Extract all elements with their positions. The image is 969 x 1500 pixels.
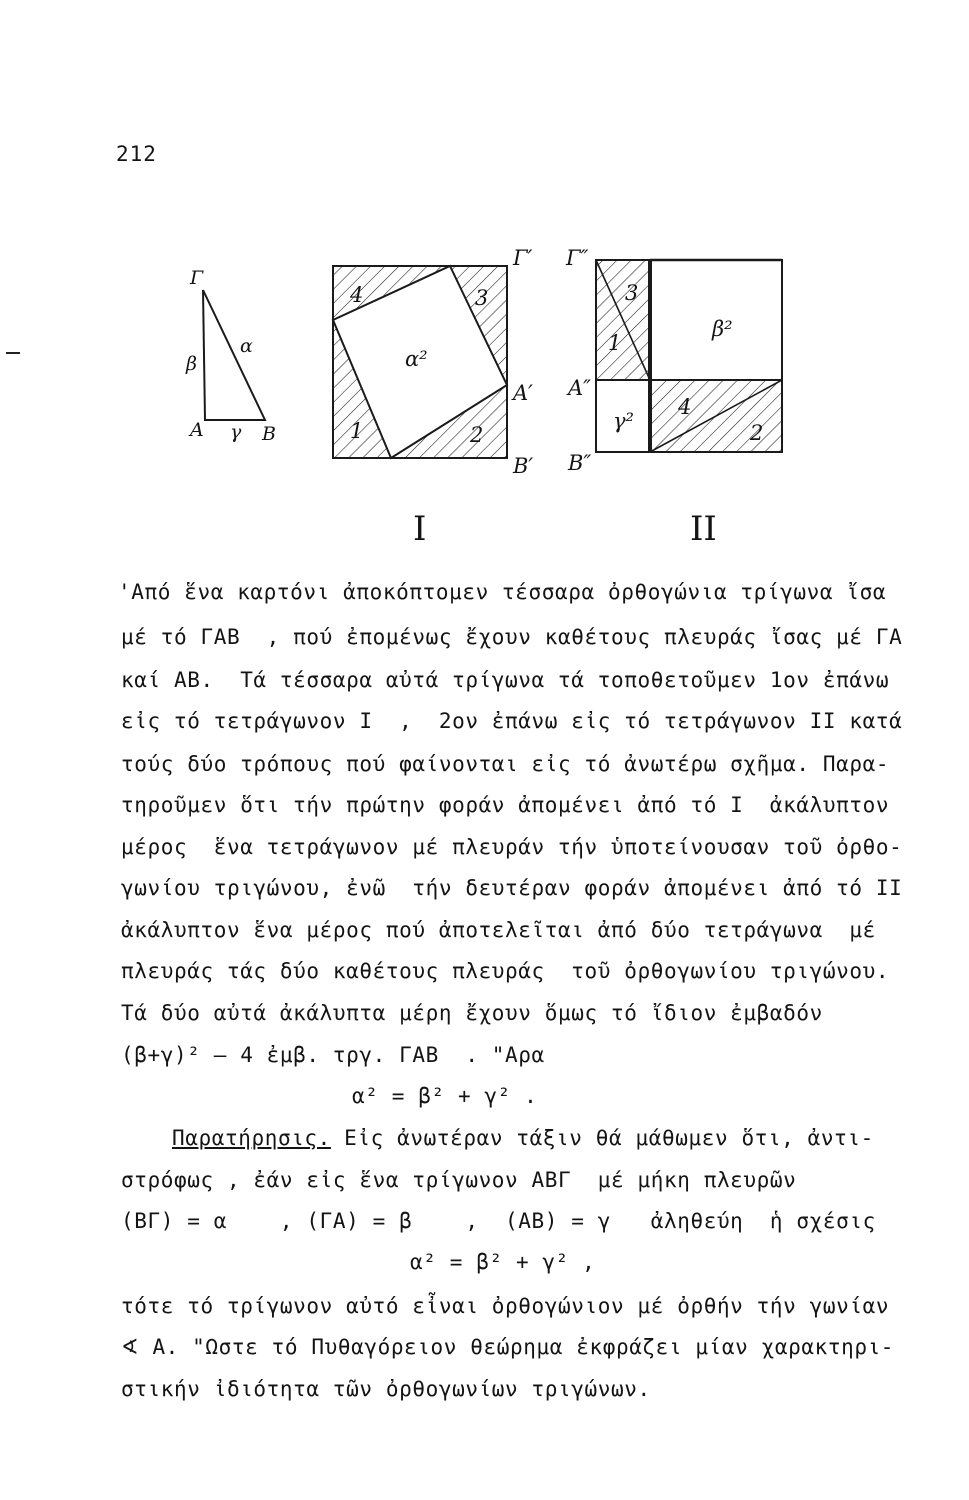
remark-line	[172, 1124, 874, 1152]
equation: α² = β² + γ² .	[352, 1084, 538, 1108]
text-line: μέρος ἕνα τετράγωνον μέ πλευράν τήν ὑποτείνουσαν τοῦ ὀρθο-	[121, 835, 903, 859]
text-line: τότε τό τρίγωνον αὐτό εἶναι ὀρθογώνιον μέ ὀρθήν τήν γωνίαν	[121, 1294, 890, 1318]
square-one-piece-3: 3	[475, 286, 489, 310]
square-one-piece-4: 4	[350, 283, 364, 307]
text-line: εἰς τό τετράγωνον Ι , 2ον ἐπάνω εἰς τό τετράγωνον ΙΙ κατά	[121, 709, 903, 733]
text-line: πλευράς τάς δύο καθέτους πλευράς τοῦ ὀρθογωνίου τριγώνου.	[121, 959, 890, 983]
triangle-vertex-top: Γ	[190, 267, 204, 289]
text-line: μέ τό ΓΑΒ , πού ἐπομένως ἔχουν καθέτους πλευράς ἴσας μέ ΓΑ	[121, 625, 903, 649]
triangle-vertex-b: Β	[262, 423, 276, 445]
text-line: (ΒΓ) = α , (ΓΑ) = β , (ΑΒ) = γ ἀληθεύη ἡ σχέσις	[121, 1209, 876, 1233]
square-two-corner-gamma: Γ″	[566, 246, 589, 270]
square-two-gamma-label: γ²	[613, 409, 634, 433]
page-number: 212	[116, 142, 157, 166]
equation: α² = β² + γ² ,	[410, 1250, 596, 1274]
figure-caption-I: I	[413, 509, 427, 549]
square-two-piece-1: 1	[608, 331, 622, 355]
square-one-corner-gamma: Γ′	[513, 246, 533, 270]
triangle-side-beta: β	[186, 353, 197, 375]
pythagoras-figure	[0, 0, 969, 560]
square-two-piece-4: 4	[678, 395, 692, 419]
text-line: γωνίου τριγώνου, ἐνῶ τήν δευτέραν φοράν ἀπομένει ἀπό τό ΙΙ	[121, 876, 903, 900]
square-one-piece-1: 1	[350, 419, 364, 443]
text-line: τούς δύο τρόπους πού φαίνονται εἰς τό ἀνωτέρω σχῆμα. Παρα-	[121, 752, 890, 776]
text-line: τηροῦμεν ὅτι τήν πρώτην φοράν ἀπομένει ἀπό τό Ι ἀκάλυπτον	[121, 793, 890, 817]
square-two-point-alpha: Α″	[568, 376, 592, 400]
remark-heading: Παρατήρησις.	[172, 1126, 331, 1150]
square-one-point-alpha: Α′	[513, 381, 533, 405]
triangle-side-gamma: γ	[230, 421, 242, 443]
square-two-beta-label: β²	[712, 317, 733, 341]
square-two-piece-3: 3	[625, 281, 639, 305]
right-triangle	[203, 290, 265, 420]
text-line: 'Από ἕνα καρτόνι ἀποκόπτομεν τέσσαρα ὀρθογώνια τρίγωνα ἴσα	[118, 580, 887, 604]
square-one-corner-beta: Β′	[513, 454, 534, 478]
text-line: ∢ Α. "Ωστε τό Πυθαγόρειον θεώρημα ἐκφράζει μίαν χαρακτηρι-	[121, 1335, 895, 1359]
triangle-side-alpha: α	[240, 335, 253, 357]
square-two-corner-beta: Β″	[568, 451, 592, 475]
remark-text: Εἰς ἀνωτέραν τάξιν θά μάθωμεν ὅτι, ἀντι-	[330, 1126, 874, 1150]
triangle-vertex-a: Α	[190, 419, 204, 441]
text-line: (β+γ)² – 4 ἐμβ. τργ. ΓΑΒ . "Αρα	[121, 1043, 545, 1067]
text-line: στρόφως , ἐάν εἰς ἕνα τρίγωνον ΑΒΓ μέ μήκη πλευρῶν	[121, 1168, 797, 1192]
text-line: στικήν ἰδιότητα τῶν ὀρθογωνίων τριγώνων.	[121, 1377, 651, 1401]
text-line: ἀκάλυπτον ἕνα μέρος πού ἀποτελεῖται ἀπό δύο τετράγωνα μέ	[121, 918, 876, 942]
square-two-piece-2: 2	[750, 421, 764, 445]
square-one-area-label: α²	[405, 347, 428, 371]
text-line: Τά δύο αὐτά ἀκάλυπτα μέρη ἔχουν ὅμως τό ἴδιον ἐμβαδόν	[121, 1001, 823, 1025]
text-line: καί ΑΒ. Τά τέσσαρα αὐτά τρίγωνα τά τοποθετοῦμεν 1ον ἐπάνω	[121, 668, 890, 692]
square-one-piece-2: 2	[470, 423, 484, 447]
figure-caption-II: II	[690, 509, 717, 549]
